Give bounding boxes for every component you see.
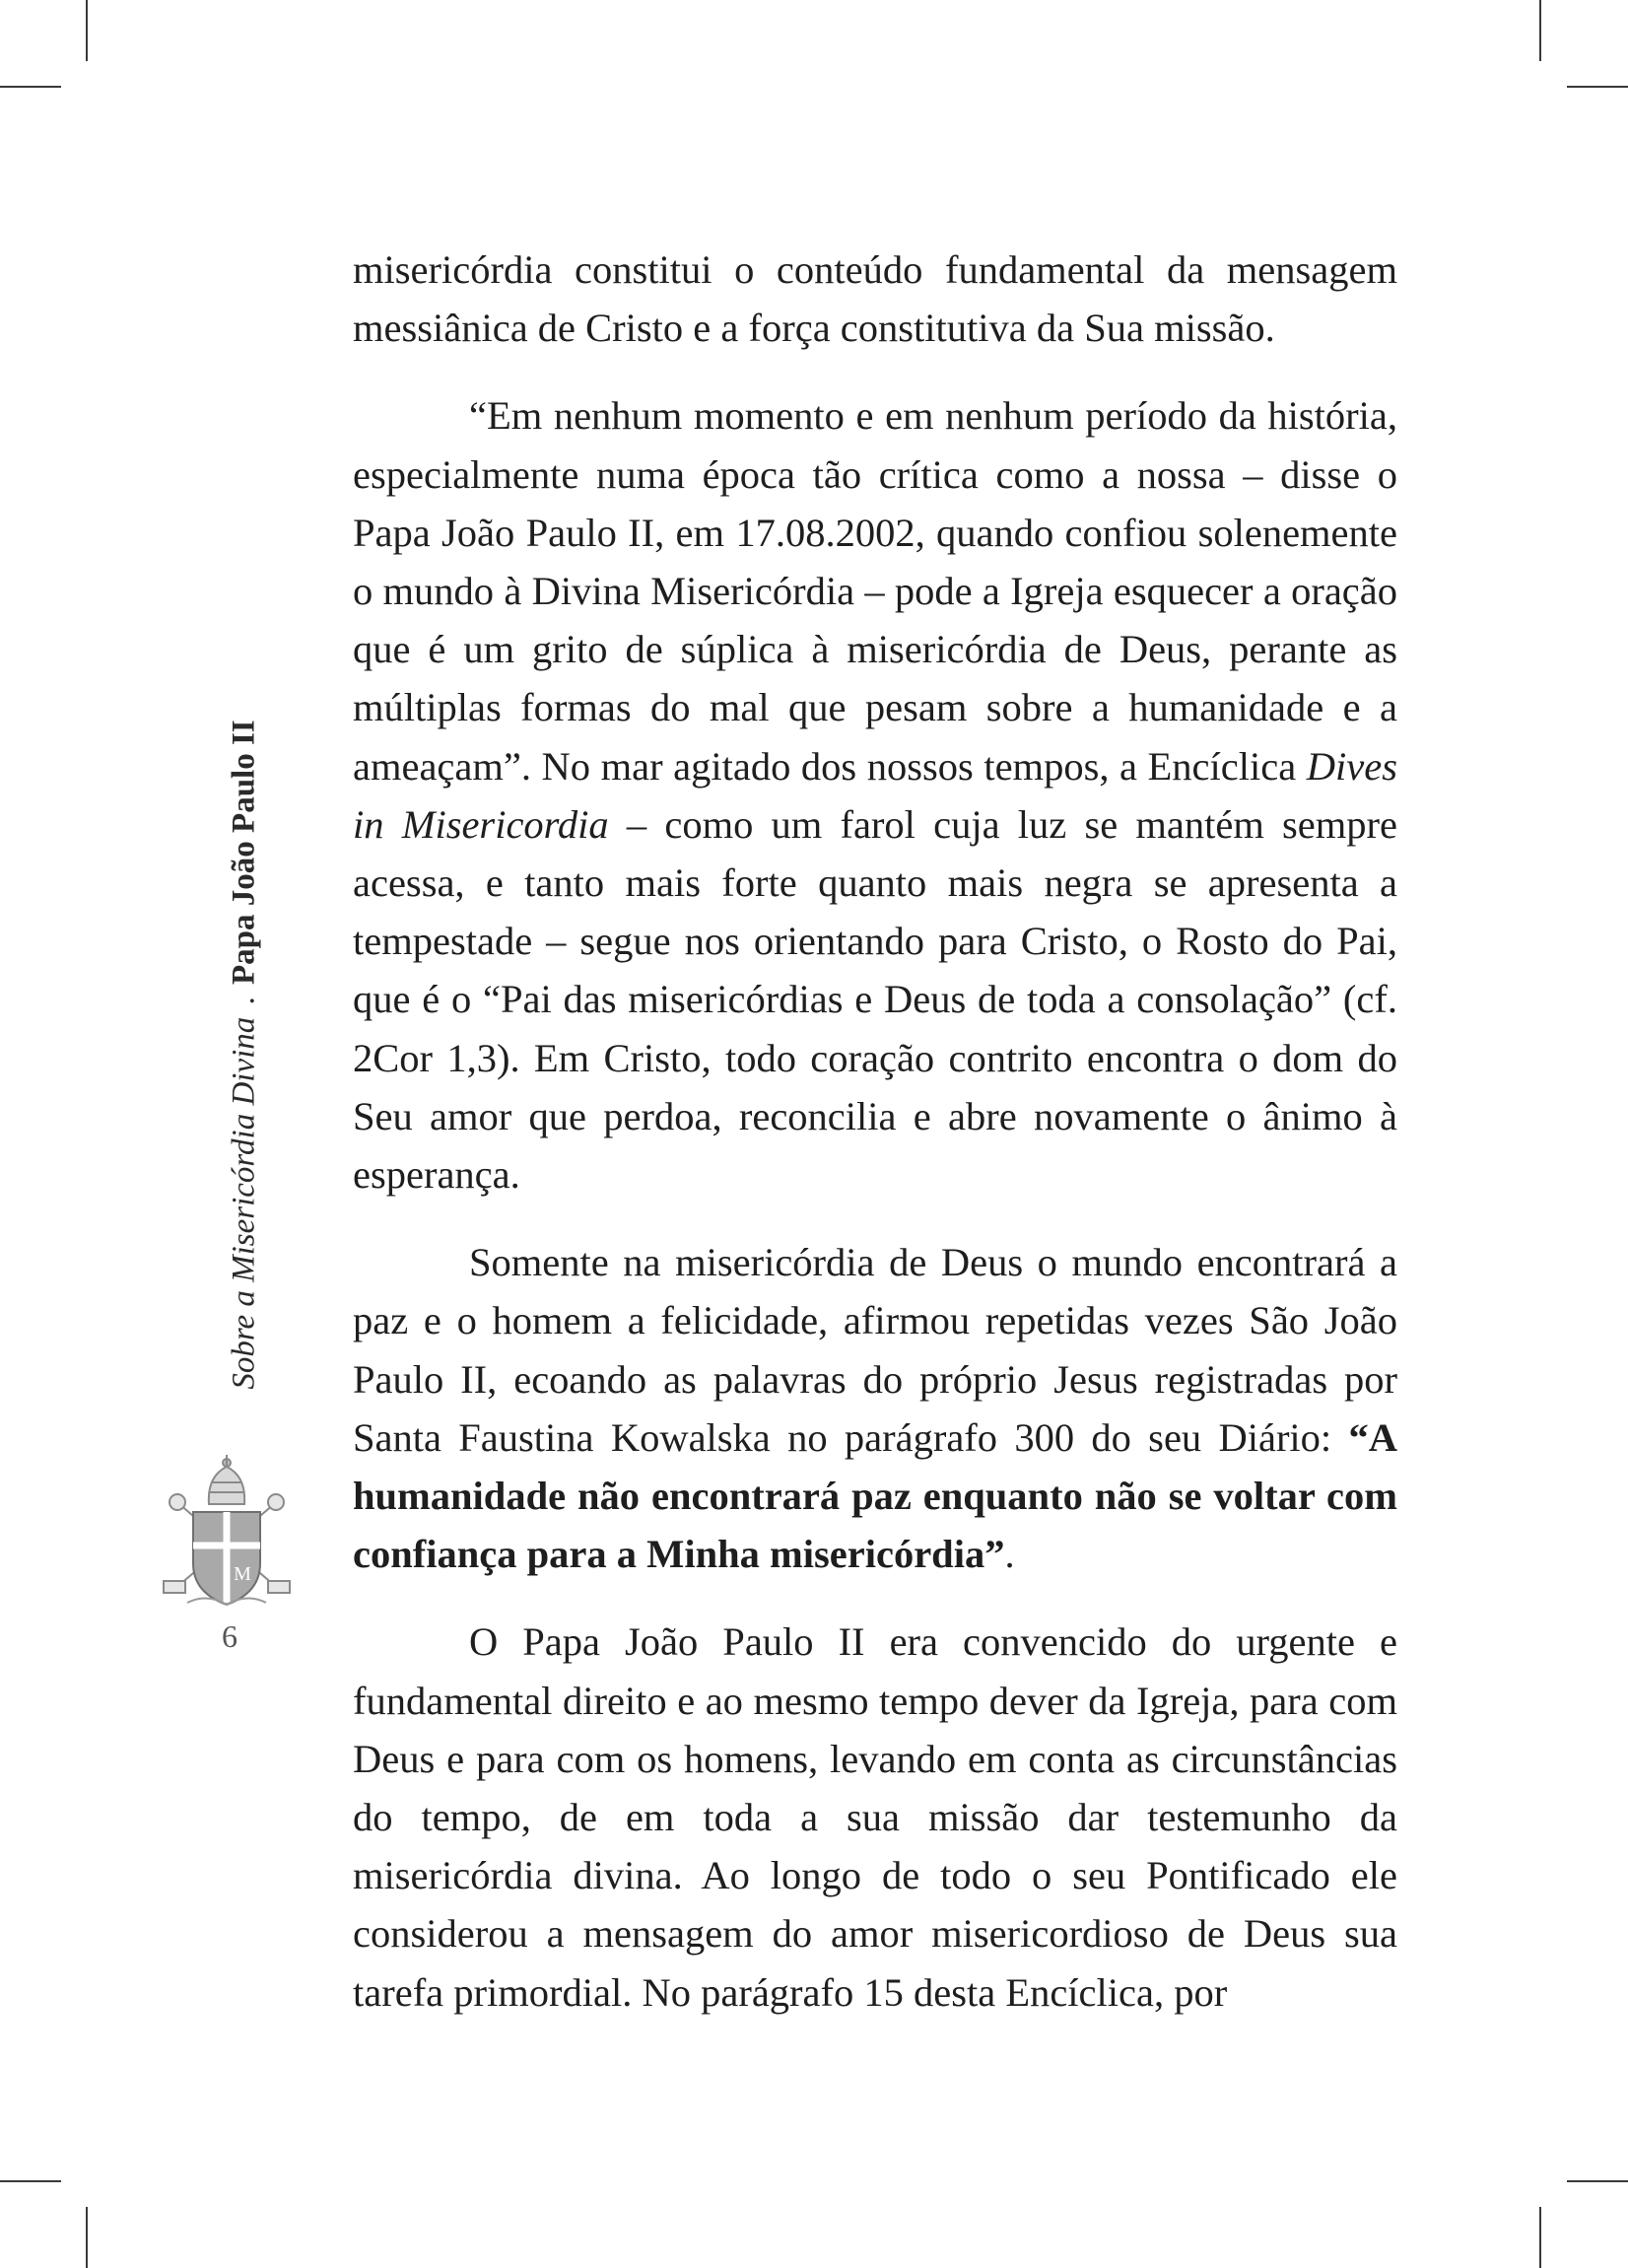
- paragraph-3: [353, 1233, 1397, 1583]
- running-head-separator: .: [226, 997, 262, 1005]
- paragraph-3-text-a: Somente na misericórdia de Deus o mundo encontrará a paz e o homem a felicidade, afirmou repetidas vezes São João Paulo II, ecoando as palavras do próprio Jesus registradas por Santa Faustina Kowalska no parágrafo 300 do seu Diário:: [353, 1240, 1397, 1460]
- crop-mark-bottom-left-vertical: [86, 2207, 88, 2268]
- paragraph-1: misericórdia constitui o conteúdo fundamental da mensagem messiânica de Cristo e a força constitutiva da Sua missão.: [353, 247, 1397, 351]
- crop-mark-bottom-right-horizontal: [1567, 2180, 1628, 2182]
- crop-mark-top-left-vertical: [86, 0, 88, 61]
- crop-mark-bottom-left-horizontal: [0, 2180, 61, 2182]
- crop-mark-top-right-horizontal: [1567, 86, 1628, 88]
- running-head: [227, 720, 263, 1389]
- paragraph-2-text-a: “Em nenhum momento e em nenhum período da história, especialmente numa época tão crítica como a nossa – disse o Papa João Paulo II, em 17.08.2002, quando confiou solenemente o mundo à Divina Misericórdia – pode a Igreja esquecer a oração que é um grito de súplica à misericórdia de Deus, perante as múltiplas formas do mal que pesam sobre a humanidade e a ameaçam”. No mar agitado dos nossos tempos, a Encíclica: [353, 393, 1397, 789]
- page-number: 6: [222, 1618, 237, 1654]
- paragraph-2: [353, 386, 1397, 1203]
- running-head-title: Sobre a Misericórdia Divina: [226, 1016, 262, 1390]
- crop-mark-bottom-right-vertical: [1539, 2207, 1541, 2268]
- encyclical-title: Dives in Misericordia: [353, 743, 1397, 847]
- papal-coat-of-arms-icon: [158, 1455, 296, 1611]
- paragraph-2-text-b: – como um farol cuja luz se mantém sempre acessa, e tanto mais forte quanto mais negra se apresenta a tempestade – segue nos orientando para Cristo, o Rosto do Pai, que é o “Pai das misericórdias e Deus de toda a consolação” (cf. 2Cor 1,3). Em Cristo, todo coração contrito encontra o dom do Seu amor que perdoa, reconcilia e abre novamente o ânimo à esperança.: [353, 801, 1397, 1198]
- body-text: [353, 241, 1397, 2022]
- diary-quote: “A humanidade não encontrará paz enquanto não se voltar com confiança para a Minha misericórdia”: [353, 1414, 1397, 1577]
- emblem-letter: M: [234, 1563, 251, 1585]
- paragraph-3-text-b: .: [1004, 1532, 1015, 1577]
- paragraph-4: O Papa João Paulo II era convencido do urgente e fundamental direito e ao mesmo tempo dever da Igreja, para com Deus e para com os homens, levando em conta as circunstâncias do tempo, de em toda a sua missão dar testemunho da misericórdia divina. Ao longo de todo o seu Pontificado ele considerou a mensagem do amor misericordioso de Deus sua tarefa primordial. No parágrafo 15 desta Encíclica, por: [353, 1619, 1397, 2015]
- crop-mark-top-right-vertical: [1539, 0, 1541, 61]
- running-head-author: Papa João Paulo II: [226, 720, 262, 985]
- crop-mark-top-left-horizontal: [0, 86, 61, 88]
